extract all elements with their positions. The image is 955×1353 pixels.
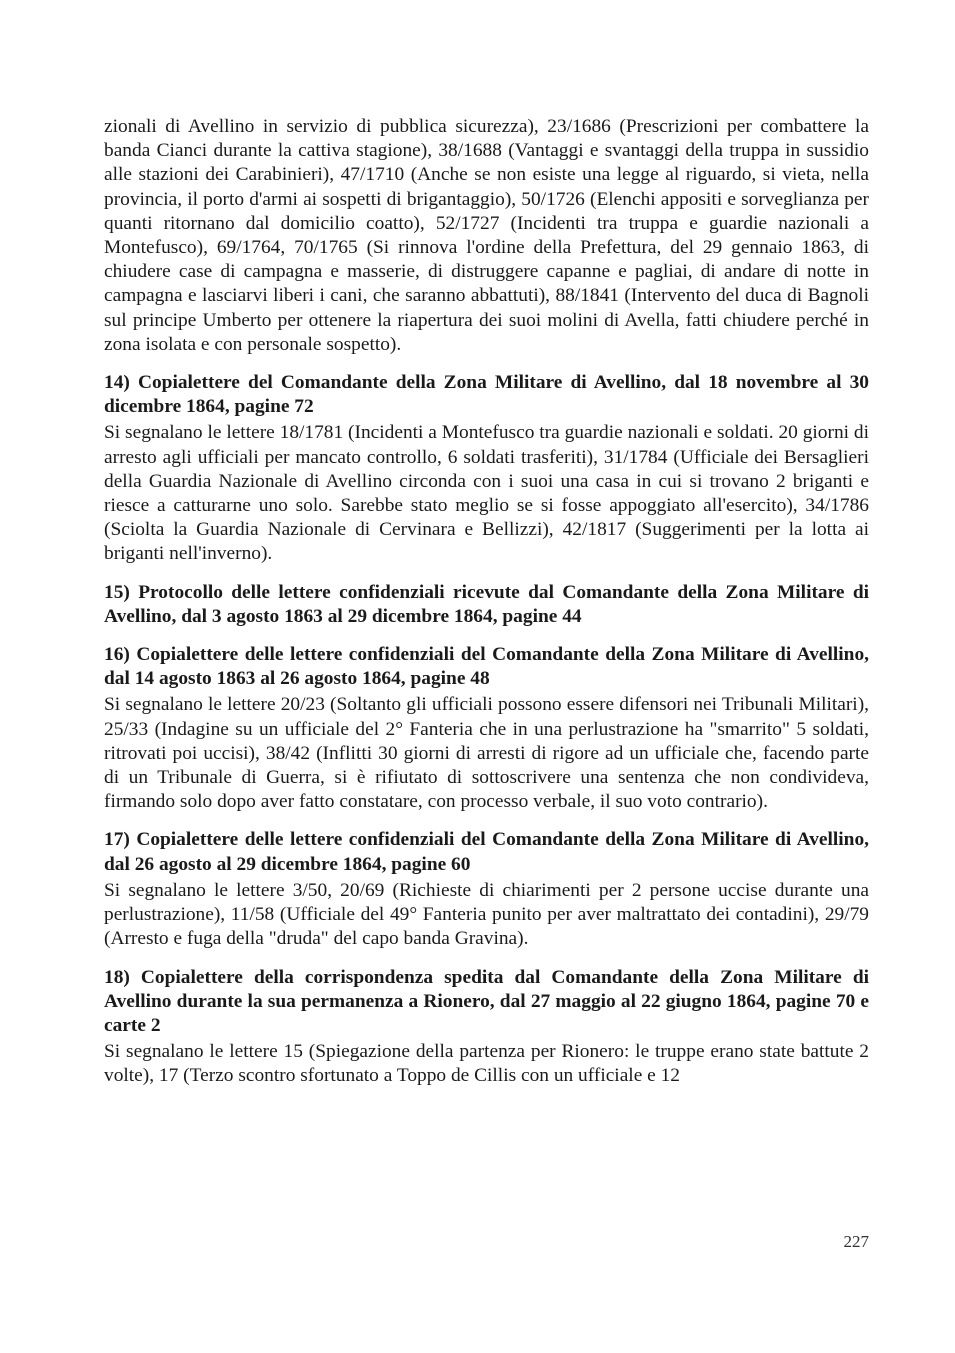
entry-18	[104, 966, 869, 1089]
page-number: 227	[843, 1232, 869, 1251]
entry-body: Si segnalano le lettere 18/1781 (Incidenti a Montefusco tra guardie nazionali e soldati. 20 giorni di arresto agli ufficiali per mancato controllo, 6 soldati trasferiti), 31/1784 (Ufficiale dei Bersaglieri della Guardia Nazionale di Avellino circonda con i suoi una casa in cui si trovano 2 briganti e riesce a catturarne uno solo. Sarebbe stato meglio se si fosse appoggiato all'esercito), 34/1786 (Sciolta la Guardia Nazionale di Cervinara e Bellizzi), 42/1817 (Suggerimenti per la lotta ai briganti nell'inverno).	[104, 422, 869, 565]
entry-17	[104, 828, 869, 951]
entry-heading: 17) Copialettere delle lettere confidenziali del Comandante della Zona Militare di Avellino, dal 26 agosto al 29 dicembre 1864, pagine 60	[104, 829, 869, 875]
entry-heading: 15) Protocollo delle lettere confidenziali ricevute dal Comandante della Zona Militare di Avellino, dal 3 agosto 1863 al 29 dicembre 1864, pagine 44	[104, 581, 869, 627]
entry-heading: 18) Copialettere della corrispondenza spedita dal Comandante della Zona Militare di Avellino durante la sua permanenza a Rionero, dal 27 maggio al 22 giugno 1864, pagine 70 e carte 2	[104, 966, 869, 1036]
entry-15	[104, 581, 869, 629]
entry-heading: 14) Copialettere del Comandante della Zona Militare di Avellino, dal 18 novembre al 30 dicembre 1864, pagine 72	[104, 372, 869, 418]
entry-heading: 16) Copialettere delle lettere confidenziali del Comandante della Zona Militare di Avellino, dal 14 agosto 1863 al 26 agosto 1864, pagine 48	[104, 644, 869, 690]
intro-paragraph: zionali di Avellino in servizio di pubblica sicurezza), 23/1686 (Prescrizioni per combattere la banda Cianci durante la cattiva stagione), 38/1688 (Vantaggi e svantaggi della truppa in sussidio alle stazioni dei Carabinieri), 47/1710 (Anche se non esiste una legge al riguardo, si vieta, nella provincia, il porto d'armi ai sospetti di brigantaggio), 50/1726 (Elenchi appositi e sorveglianza per quanti ritornano dal domicilio coatto), 52/1727 (Incidenti tra truppa e guardie nazionali a Montefusco), 69/1764, 70/1765 (Si rinnova l'ordine della Prefettura, del 29 gennaio 1863, di chiudere case di campagna e masserie, di distruggere capanne e pagliai, di andare di notte in campagna e lasciarvi liberi i cani, che saranno abbattuti), 88/1841 (Intervento del duca di Bagnoli sul principe Umberto per ottenere la riapertura dei suoi molini di Avella, fatti chiudere perché in zona isolata e con personale sospetto).	[104, 116, 869, 355]
entry-body: Si segnalano le lettere 20/23 (Soltanto gli ufficiali possono essere difensori nei Tribunali Militari), 25/33 (Indagine su un ufficiale del 2° Fanteria che in una perlustrazione ha "smarrito" 5 soldati, ritrovati poi uccisi), 38/42 (Inflitti 30 giorni di arresti di rigore ad un ufficiale che, facendo parte di un Tribunale di Guerra, si è rifiutato di sottoscrivere una sentenza che non condivideva, firmando solo dopo aver fatto constatare, con processo verbale, il suo voto contrario).	[104, 694, 869, 813]
entry-16	[104, 643, 869, 814]
page-content	[104, 115, 869, 1089]
entry-body: Si segnalano le lettere 3/50, 20/69 (Richieste di chiarimenti per 2 persone uccise durante una perlustrazione), 11/58 (Ufficiale del 49° Fanteria punito per aver maltrattato dei contadini), 29/79 (Arresto e fuga della "druda" del capo banda Gravina).	[104, 879, 869, 950]
entry-body: Si segnalano le lettere 15 (Spiegazione della partenza per Rionero: le truppe erano state battute 2 volte), 17 (Terzo scontro sfortunato a Toppo de Cillis con un ufficiale e 12	[104, 1041, 869, 1087]
entry-14	[104, 371, 869, 567]
